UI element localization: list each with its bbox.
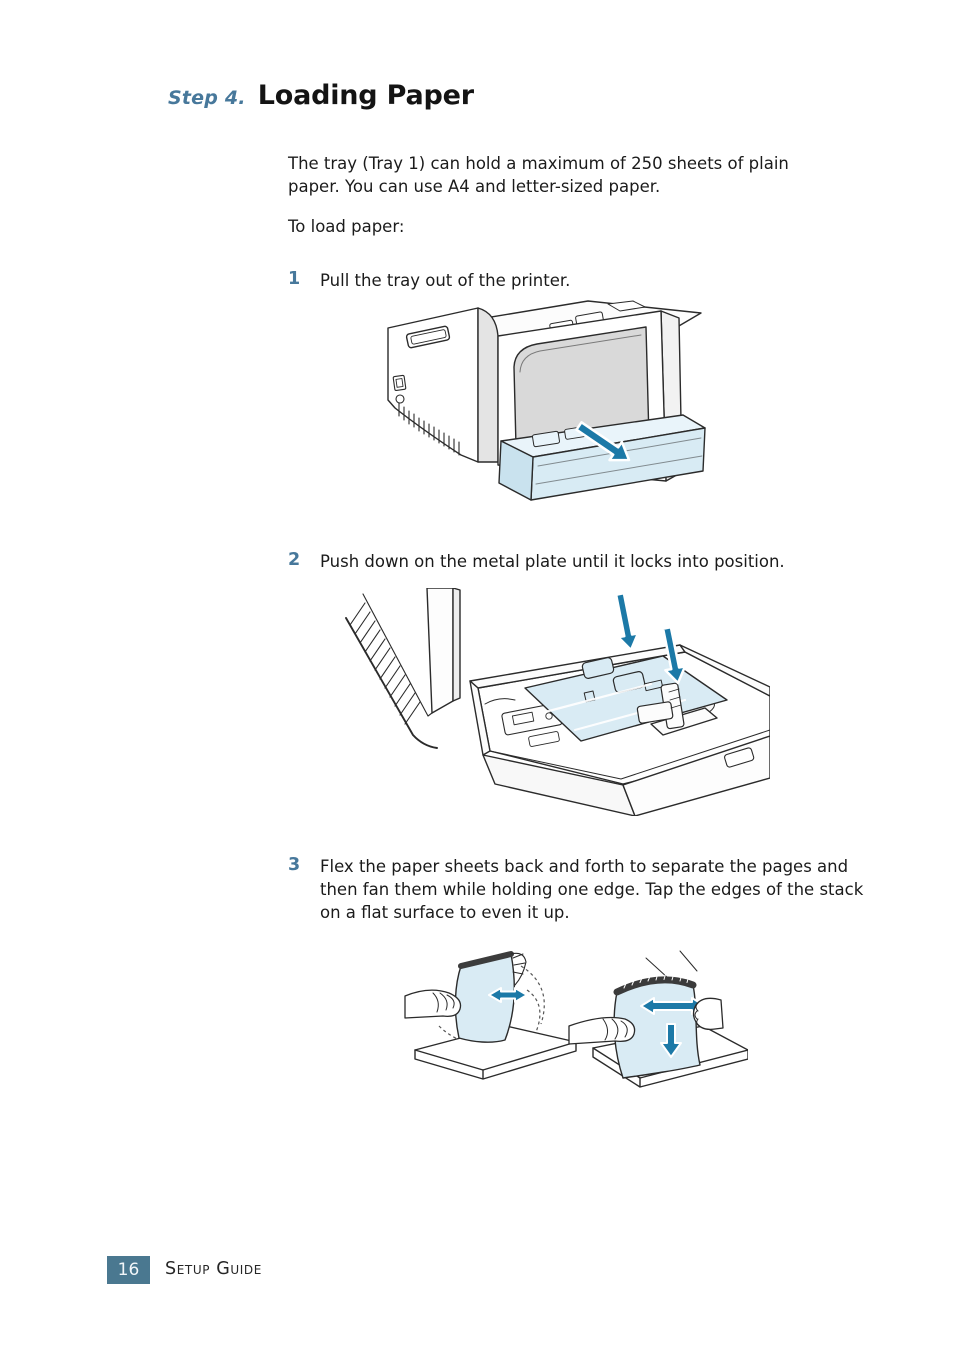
step-kicker: Step 4. [168, 87, 246, 109]
lead-in-text: To load paper: [288, 217, 405, 236]
push-down-arrow-icon [616, 593, 638, 650]
step-2-text: Push down on the metal plate until it locks into position. [320, 552, 785, 571]
page-footer [0, 1254, 954, 1288]
page-title: Loading Paper [257, 80, 474, 111]
printer-illustration-svg [383, 300, 708, 518]
doc-title: Setup Guide [165, 1259, 262, 1279]
step-1-text: Pull the tray out of the printer. [320, 271, 571, 290]
step-3-number: 3 [288, 855, 301, 875]
intro-paragraph: The tray (Tray 1) can hold a maximum of 250 sheets of plain paper. You can use A4 and letter-sized paper. [288, 154, 789, 197]
step-3-text: Flex the paper sheets back and forth to separate the pages and then fan them while holding one edge. Tap the edges of the stack on a flat surface to even it up. [320, 857, 864, 923]
flex-fan-paper-illustration [403, 938, 748, 1106]
flex-fan-illustration-svg [403, 938, 748, 1106]
printer-tray-pulled-illustration [383, 300, 708, 518]
step-1-number: 1 [288, 269, 301, 289]
step-1 [288, 269, 570, 292]
page-number-badge: 16 [107, 1256, 150, 1284]
step-3 [288, 855, 868, 924]
step-2-number: 2 [288, 550, 301, 570]
tray-metal-plate-illustration [333, 588, 770, 816]
page-heading [168, 80, 474, 111]
tray-plate-illustration-svg [333, 588, 770, 816]
step-2 [288, 550, 785, 573]
